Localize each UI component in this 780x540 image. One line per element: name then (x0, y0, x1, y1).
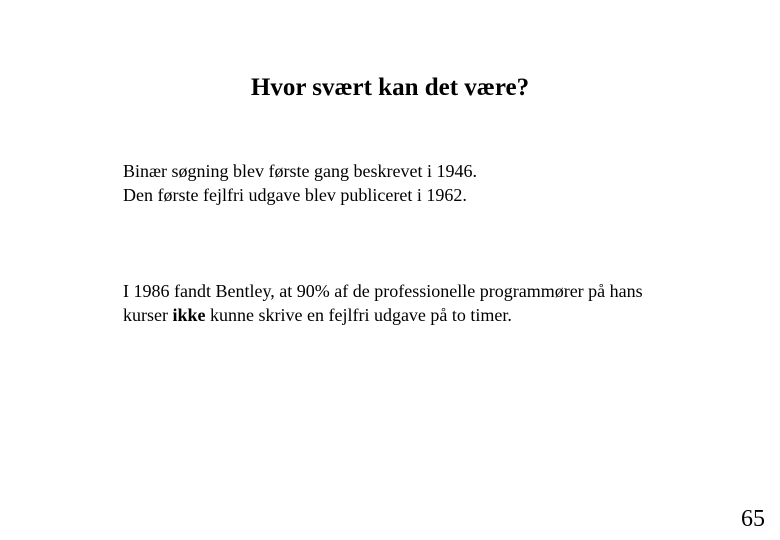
paragraph-2-line-1: I 1986 fandt Bentley, at 90% af de professionelle programmører på hans (123, 281, 643, 301)
page-number: 65 (741, 506, 765, 532)
emphasized-word: ikke (172, 305, 206, 325)
paragraph-bentley-study (123, 279, 643, 327)
paragraph-2-line-2-start: kurser (123, 305, 173, 325)
slide-title: Hvor svært kan det være? (250, 74, 530, 101)
paragraph-1-line-1: Binær søgning blev første gang beskrevet i 1946. (123, 161, 477, 181)
paragraph-binary-search-history (123, 159, 477, 207)
paragraph-2-line-2 (123, 303, 643, 327)
paragraph-2-line-2-end: kunne skrive en fejlfri udgave på to timer. (205, 305, 512, 325)
paragraph-1-line-2: Den første fejlfri udgave blev publiceret i 1962. (123, 185, 467, 205)
